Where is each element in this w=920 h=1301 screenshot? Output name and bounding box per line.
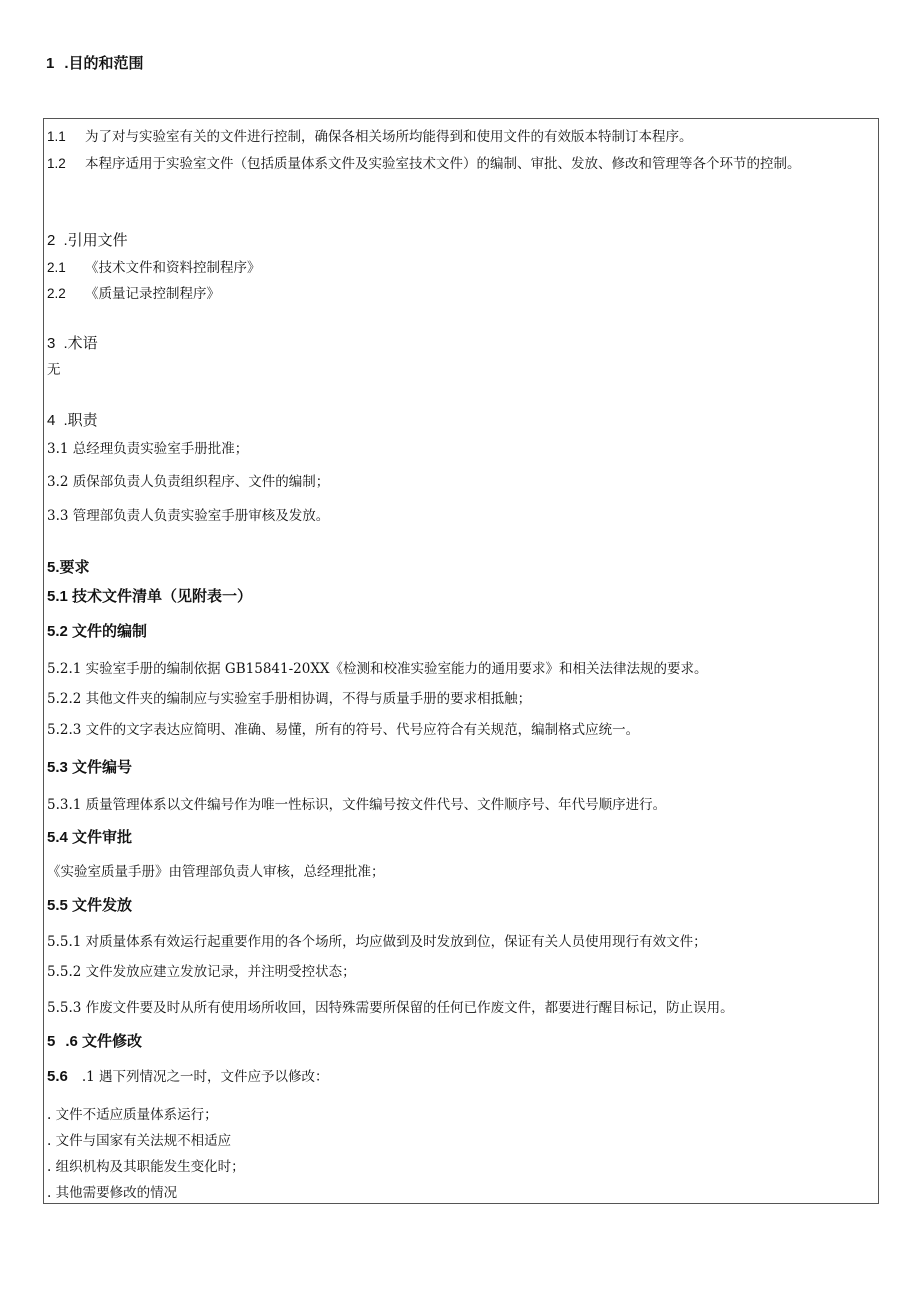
section-5-6-heading: 5 .6 文件修改 (47, 1033, 143, 1050)
item-5-3-1: 5.3.1 质量管理体系以文件编号作为唯一性标识，文件编号按文件代号、文件顺序号、年代号顺序进行。 (47, 797, 667, 813)
item-5-2-2: 5.2.2 其他文件夹的编制应与实验室手册相协调，不得与质量手册的要求相抵触； (47, 691, 532, 707)
section-5-4-heading: 5.4 文件审批 (47, 829, 133, 846)
section-1-title: .目的和范围 (64, 55, 144, 72)
duty-item-3: 3.3 管理部负责人负责实验室手册审核及发放。 (47, 508, 330, 524)
section-5-2-heading: 5.2 文件的编制 (47, 623, 148, 640)
document-frame (43, 118, 879, 1204)
scope-item-1-2: 1.2 本程序适用于实验室文件（包括质量体系文件及实验室技术文件）的编制、审批、发放、修改和管理等各个环节的控制。 (47, 156, 801, 172)
section-5-5-heading: 5.5 文件发放 (47, 897, 133, 914)
section-5-1-heading: 5.1 技术文件清单（见附表一） (47, 588, 253, 605)
item-5-2-3: 5.2.3 文件的文字表达应简明、准确、易懂，所有的符号、代号应符合有关规范，编制格式应统一。 (47, 722, 640, 738)
section-3-heading: 3 .术语 (47, 335, 98, 352)
item-5-2-1: 5.2.1 实验室手册的编制依据 GB15841-20XX《检测和校准实验室能力的通用要求》和相关法律法规的要求。 (47, 661, 708, 677)
item-5-4: 《实验室质量手册》由管理部负责人审核，总经理批准； (47, 864, 385, 880)
item-5-5-3: 5.5.3 作废文件要及时从所有使用场所收回，因特殊需要所保留的任何已作废文件，都要进行醒目标记，防止误用。 (47, 1000, 734, 1016)
reference-item-2-2: 2.2 《质量记录控制程序》 (47, 286, 220, 302)
section-1-heading (46, 52, 144, 73)
section-5-3-heading: 5.3 文件编号 (47, 759, 133, 776)
section-2-heading: 2 .引用文件 (47, 232, 128, 249)
scope-item-1-1: 1.1 为了对与实验室有关的文件进行控制，确保各相关场所均能得到和使用文件的有效版本特制订本程序。 (47, 129, 693, 145)
modify-condition-3: . 组织机构及其职能发生变化时； (47, 1159, 245, 1175)
item-5-6-1: 5.6 .1 遇下列情况之一时，文件应予以修改： (47, 1068, 329, 1085)
modify-condition-4: . 其他需要修改的情况 (47, 1185, 178, 1201)
duty-item-1: 3.1 总经理负责实验室手册批准； (47, 441, 249, 457)
section-1-number: 1 (46, 55, 55, 72)
item-5-5-1: 5.5.1 对质量体系有效运行起重要作用的各个场所，均应做到及时发放到位，保证有关人员使用现行有效文件； (47, 934, 707, 950)
section-5-heading: 5.要求 (47, 559, 90, 576)
reference-item-2-1: 2.1 《技术文件和资料控制程序》 (47, 260, 261, 276)
item-5-5-2: 5.5.2 文件发放应建立发放记录，并注明受控状态； (47, 964, 356, 980)
modify-condition-1: . 文件不适应质量体系运行； (47, 1107, 218, 1123)
duty-item-2: 3.2 质保部负责人负责组织程序、文件的编制； (47, 474, 330, 490)
modify-condition-2: . 文件与国家有关法规不相适应 (47, 1133, 232, 1149)
section-4-heading: 4 .职责 (47, 412, 98, 429)
terms-text: 无 (47, 362, 61, 378)
